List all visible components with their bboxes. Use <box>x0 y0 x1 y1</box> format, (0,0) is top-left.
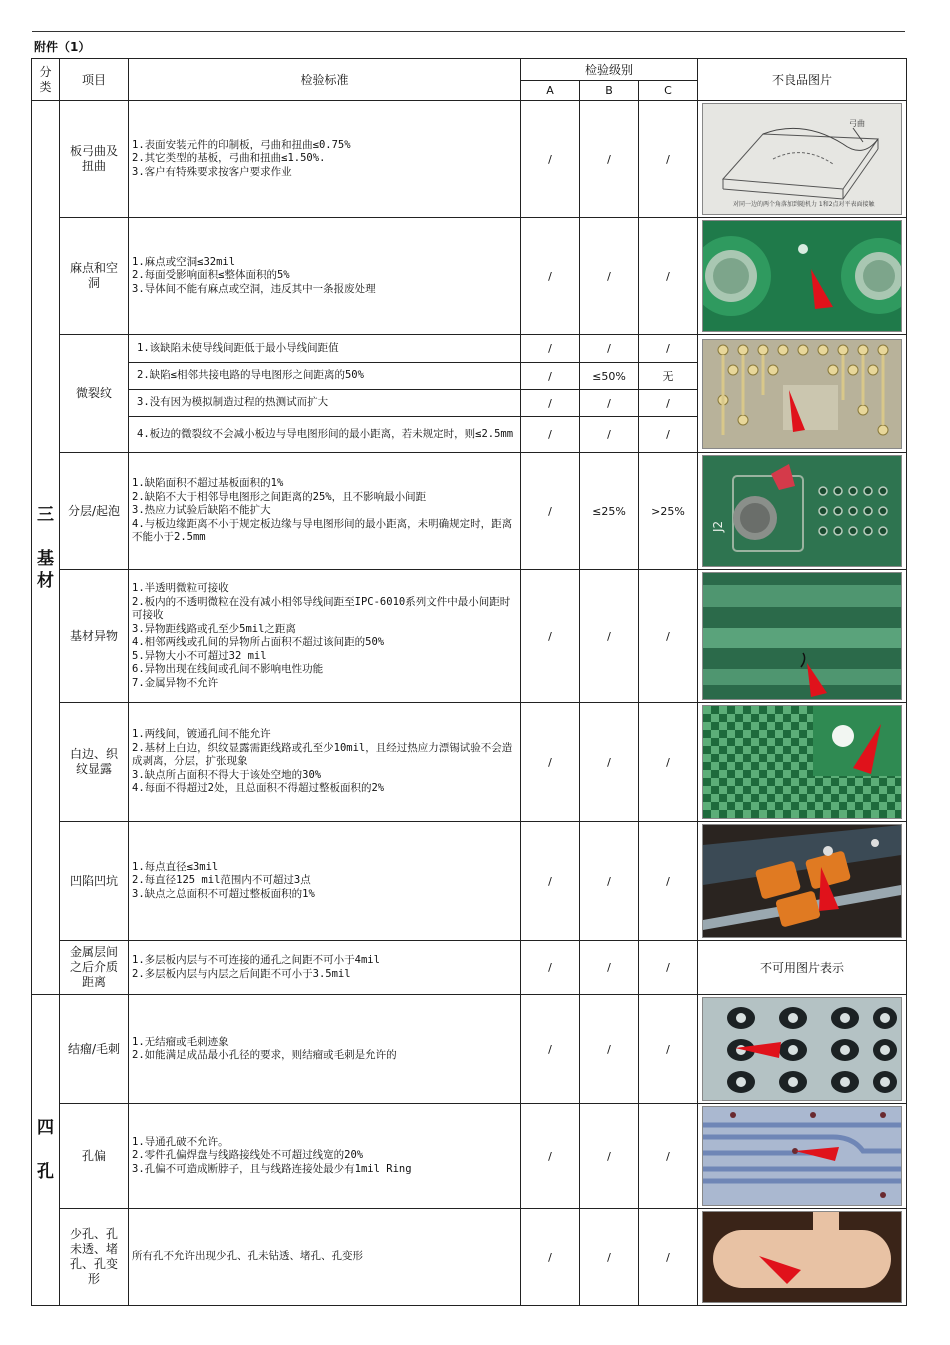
item-label: 微裂纹 <box>60 335 129 453</box>
standard-text: 1.导通孔破不允许。 2.零件孔偏焊盘与线路接线处不可超过线宽的20% 3.孔偏不可造成断脖子，且与线路连接处最少有1mil Ring <box>129 1104 521 1209</box>
grade-a-value: / <box>521 1209 580 1306</box>
svg-text:对同一边的两个角落加到随机力 1和2点对平表面接触: 对同一边的两个角落加到随机力 1和2点对平表面接触 <box>733 201 875 208</box>
top-rule <box>32 31 905 32</box>
grade-b-value: / <box>580 417 639 453</box>
grade-c-value: / <box>639 995 698 1104</box>
grade-c-value: / <box>639 335 698 363</box>
item-label: 金属层间 之后介质 距离 <box>60 941 129 995</box>
warp-sketch-image <box>702 103 902 215</box>
hole-breakout-image <box>702 1106 902 1206</box>
grade-a-value: / <box>521 995 580 1104</box>
grade-c-value: / <box>639 703 698 822</box>
item-label: 基材异物 <box>60 570 129 703</box>
header-item: 项目 <box>60 59 129 101</box>
standard-text: 1.两线间，镀通孔间不能允许 2.基材上白边，织纹显露需距线路或孔至少10mil，且经过热应力漂锡试验不会造成剥离，分层，扩张现象 3.缺点所占面积不得大于该处空地的30% 4.每面不得超过2处，且总面积不得超过整板面积的2% <box>129 703 521 822</box>
defect-photo-cell <box>698 1209 907 1306</box>
no-photo-note: 不可用图片表示 <box>698 941 907 995</box>
grade-c-value: 无 <box>639 363 698 390</box>
grade-b-value: / <box>580 570 639 703</box>
standard-text: 1.表面安装元件的印制板，弓曲和扭曲≤0.75% 2.其它类型的基板，弓曲和扭曲≤1.50%. 3.客户有特殊要求按客户要求作业 <box>129 101 521 218</box>
defect-photo-cell <box>698 335 907 453</box>
standard-text: 2.缺陷≤相邻共接电路的导电图形之间距离的50% <box>129 363 521 390</box>
item-label: 白边、织 纹显露 <box>60 703 129 822</box>
standard-text: 1.每点直径≤3mil 2.每直径125 mil范围内不可超过3点 3.缺点之总面积不可超过整板面积的1% <box>129 822 521 941</box>
grade-c-value: / <box>639 101 698 218</box>
header-standard: 检验标准 <box>129 59 521 101</box>
grade-c-value: / <box>639 941 698 995</box>
item-label: 孔偏 <box>60 1104 129 1209</box>
grade-b-value: / <box>580 390 639 417</box>
grade-b-value: ≤50% <box>580 363 639 390</box>
grade-c-value: / <box>639 390 698 417</box>
grade-b-value: / <box>580 941 639 995</box>
standard-text: 3.没有因为模拟制造过程的热测试而扩大 <box>129 390 521 417</box>
standard-text: 1.半透明微粒可接收 2.板内的不透明微粒在没有减小相邻导线间距至IPC-6010系列文件中最小间距时可接收 3.异物距线路或孔至少5mil之距离 4.相邻两线或孔间的异物所占面积不超过该间距的50% 5.异物大小不可超过32 mil 6.异物出现在线间或孔间不影响电性功能 7.金属异物不允许 <box>129 570 521 703</box>
defect-photo-cell <box>698 703 907 822</box>
grade-c-value: >25% <box>639 453 698 570</box>
grade-b-value: / <box>580 1209 639 1306</box>
header-category: 分 类 <box>32 59 60 101</box>
inspection-table <box>31 58 907 1306</box>
grade-a-value: / <box>521 101 580 218</box>
item-label: 麻点和空 洞 <box>60 218 129 335</box>
standard-text: 1.无结瘤或毛刺迹象 2.如能满足成品最小孔径的要求，则结瘤或毛刺是允许的 <box>129 995 521 1104</box>
item-label: 少孔、孔 未透、堵 孔、孔变 形 <box>60 1209 129 1306</box>
attachment-label: 附件（1） <box>34 40 91 54</box>
header-defect-photo: 不良品图片 <box>698 59 907 101</box>
standard-text: 1.该缺陷未使导线间距低于最小导线间距值 <box>129 335 521 363</box>
grade-b-value: ≤25% <box>580 453 639 570</box>
grade-a-value: / <box>521 703 580 822</box>
defect-photo-cell <box>698 1104 907 1209</box>
grade-a-value: / <box>521 363 580 390</box>
category-holes: 四 孔 <box>32 995 60 1306</box>
grade-b-value: / <box>580 335 639 363</box>
defect-photo-cell <box>698 101 907 218</box>
grade-a-value: / <box>521 822 580 941</box>
item-label: 凹陷凹坑 <box>60 822 129 941</box>
grade-c-value: / <box>639 218 698 335</box>
grade-b-value: / <box>580 101 639 218</box>
grade-a-value: / <box>521 218 580 335</box>
grade-c-value: / <box>639 417 698 453</box>
item-label: 分层/起泡 <box>60 453 129 570</box>
header-grade-c: C <box>639 81 698 101</box>
standard-text: 1.多层板内层与不可连接的通孔之间距不可小于4mil 2.多层板内层与内层之后间距不可小于3.5mil <box>129 941 521 995</box>
defect-photo-cell <box>698 570 907 703</box>
defect-photo-cell <box>698 453 907 570</box>
grade-c-value: / <box>639 1209 698 1306</box>
dent-pit-image <box>702 824 902 938</box>
nodule-burr-image <box>702 997 902 1101</box>
hole-deformation-image <box>702 1211 902 1303</box>
category-base-material: 三 基 材 <box>32 101 60 995</box>
header-grade: 检验级别 <box>521 59 698 81</box>
grade-a-value: / <box>521 1104 580 1209</box>
standard-text: 1.麻点或空洞≤32mil 2.每面受影响面积≤整体面积的5% 3.导体间不能有麻点或空洞，违反其中一条报废处理 <box>129 218 521 335</box>
measling-image <box>702 339 902 449</box>
item-label: 板弓曲及 扭曲 <box>60 101 129 218</box>
header-grade-a: A <box>521 81 580 101</box>
grade-b-value: / <box>580 822 639 941</box>
standard-text: 1.缺陷面积不超过基板面积的1% 2.缺陷不大于相邻导电图形之间距离的25%，且不影响最小间距 3.热应力试验后缺陷不能扩大 4.与板边缘距离不小于规定板边缘与导电图形间的最小距离，未明确规定时，距离不能小于2.5mm <box>129 453 521 570</box>
item-label: 结瘤/毛刺 <box>60 995 129 1104</box>
grade-b-value: / <box>580 995 639 1104</box>
grade-a-value: / <box>521 570 580 703</box>
grade-a-value: / <box>521 335 580 363</box>
defect-photo-cell <box>698 995 907 1104</box>
foreign-material-image <box>702 572 902 700</box>
grade-a-value: / <box>521 453 580 570</box>
defect-photo-cell <box>698 822 907 941</box>
standard-text: 4.板边的微裂纹不会减小板边与导电图形间的最小距离，若未规定时，则≤2.5mm <box>129 417 521 453</box>
board-ref-label: J2 <box>711 520 726 532</box>
header-grade-b: B <box>580 81 639 101</box>
defect-photo-cell <box>698 218 907 335</box>
grade-a-value: / <box>521 417 580 453</box>
grade-a-value: / <box>521 390 580 417</box>
weave-exposure-image <box>702 705 902 819</box>
grade-c-value: / <box>639 822 698 941</box>
blistering-image <box>702 455 902 567</box>
warp-label: 弓曲 <box>849 119 866 128</box>
grade-b-value: / <box>580 1104 639 1209</box>
standard-text: 所有孔不允许出现少孔、孔未钻透、堵孔、孔变形 <box>129 1209 521 1306</box>
grade-a-value: / <box>521 941 580 995</box>
pits-voids-image <box>702 220 902 332</box>
grade-c-value: / <box>639 570 698 703</box>
grade-b-value: / <box>580 218 639 335</box>
grade-c-value: / <box>639 1104 698 1209</box>
grade-b-value: / <box>580 703 639 822</box>
